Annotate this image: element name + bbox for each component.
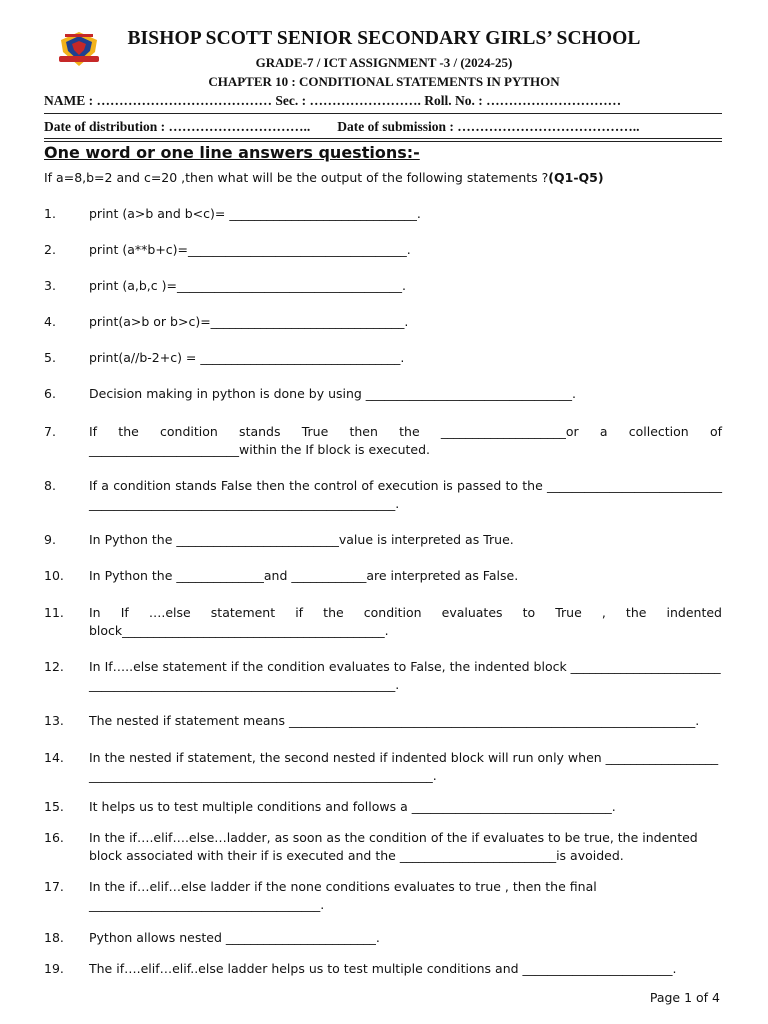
question-text: print (a>b and b<c)= ______________________________. [89,206,421,221]
question-number: 8. [44,478,56,493]
question-item [44,749,722,785]
grade-line: GRADE-7 / ICT ASSIGNMENT -3 / (2024-25) [255,55,513,70]
question-number: 6. [44,386,56,401]
school-name: BISHOP SCOTT SENIOR SECONDARY GIRLS’ SCHOOL [127,28,641,49]
student-info-line: NAME : ………………………………… Sec. : ……………………. Roll. No. : ………………………… [44,93,622,108]
question-text: In Python the ______________and ____________are interpreted as False. [89,568,519,583]
question-number: 7. [44,424,56,439]
page-number: Page 1 of 4 [649,990,720,1005]
question-number: 13. [44,713,64,728]
section-intro [44,170,604,185]
question-number: 1. [44,206,56,221]
question-text: Python allows nested ________________________. [89,930,380,945]
question-item [44,798,722,816]
question-number: 10. [44,568,64,583]
question-number: 4. [44,314,56,329]
question-item [44,205,722,223]
section-title: One word or one line answers questions:- [44,143,420,162]
question-text: In Python the __________________________value is interpreted as True. [89,532,514,547]
question-number: 15. [44,799,64,814]
question-number: 12. [44,659,64,674]
question-number: 3. [44,278,56,293]
question-item [44,829,722,865]
intro-text: If a=8,b=2 and c=20 ,then what will be the output of the following statements ? [44,170,549,185]
question-text: In If ….else statement if the condition evaluates to True , the indented block__________________________________________. [89,605,722,638]
question-text: It helps us to test multiple conditions and follows a ________________________________. [89,799,616,814]
question-number: 2. [44,242,56,257]
question-text: print(a>b or b>c)=_______________________________. [89,314,409,329]
question-text: If a condition stands False then the control of execution is passed to the _____________________________________________________________________________. [89,478,722,511]
question-text: Decision making in python is done by using _________________________________. [89,386,577,401]
question-item [44,712,722,730]
question-item [44,241,722,259]
question-item [44,929,722,947]
question-text: The nested if statement means _________________________________________________________________. [89,713,700,728]
question-item [44,277,722,295]
question-item [44,878,722,914]
intro-range: (Q1-Q5) [548,170,604,185]
question-number: 11. [44,605,64,620]
question-item [44,385,722,403]
question-text: The if….elif…elif..else ladder helps us to test multiple conditions and ________________________. [89,961,677,976]
question-text: print (a**b+c)=___________________________________. [89,242,411,257]
question-number: 16. [44,830,64,845]
question-item [44,658,722,694]
divider [44,113,722,114]
question-text: In If…..else statement if the condition evaluates to False, the indented block _________________________________________________________________________. [89,659,721,692]
question-number: 18. [44,930,64,945]
divider [44,141,722,142]
question-number: 5. [44,350,56,365]
question-item [44,313,722,331]
question-text: print(a//b-2+c) = ________________________________. [89,350,405,365]
question-item [44,531,722,549]
question-number: 19. [44,961,64,976]
question-text: In the if….elif….else…ladder, as soon as the condition of the if evaluates to be true, the indented block associated with their if is executed and the _________________________is avoided. [89,830,698,863]
question-item [44,477,722,513]
chapter-line: CHAPTER 10 : CONDITIONAL STATEMENTS IN PYTHON [208,74,560,89]
question-text: If the condition stands True then the ____________________or a collection of ________________________within the If block is executed. [89,424,722,457]
question-item [44,567,722,585]
question-number: 9. [44,532,56,547]
date-line: Date of distribution : ………………………….. Date of submission : ………………………………….. [44,119,640,134]
question-item [44,604,722,640]
divider [44,138,722,139]
question-text: print (a,b,c )=____________________________________. [89,278,406,293]
question-item [44,960,722,978]
question-item [44,423,722,459]
question-text: In the nested if statement, the second nested if indented block will run only when _________________________________________________________________________. [89,750,719,783]
question-item [44,349,722,367]
question-text: In the if…elif…else ladder if the none conditions evaluates to true , then the final _____________________________________. [89,879,597,912]
question-number: 14. [44,750,64,765]
question-number: 17. [44,879,64,894]
